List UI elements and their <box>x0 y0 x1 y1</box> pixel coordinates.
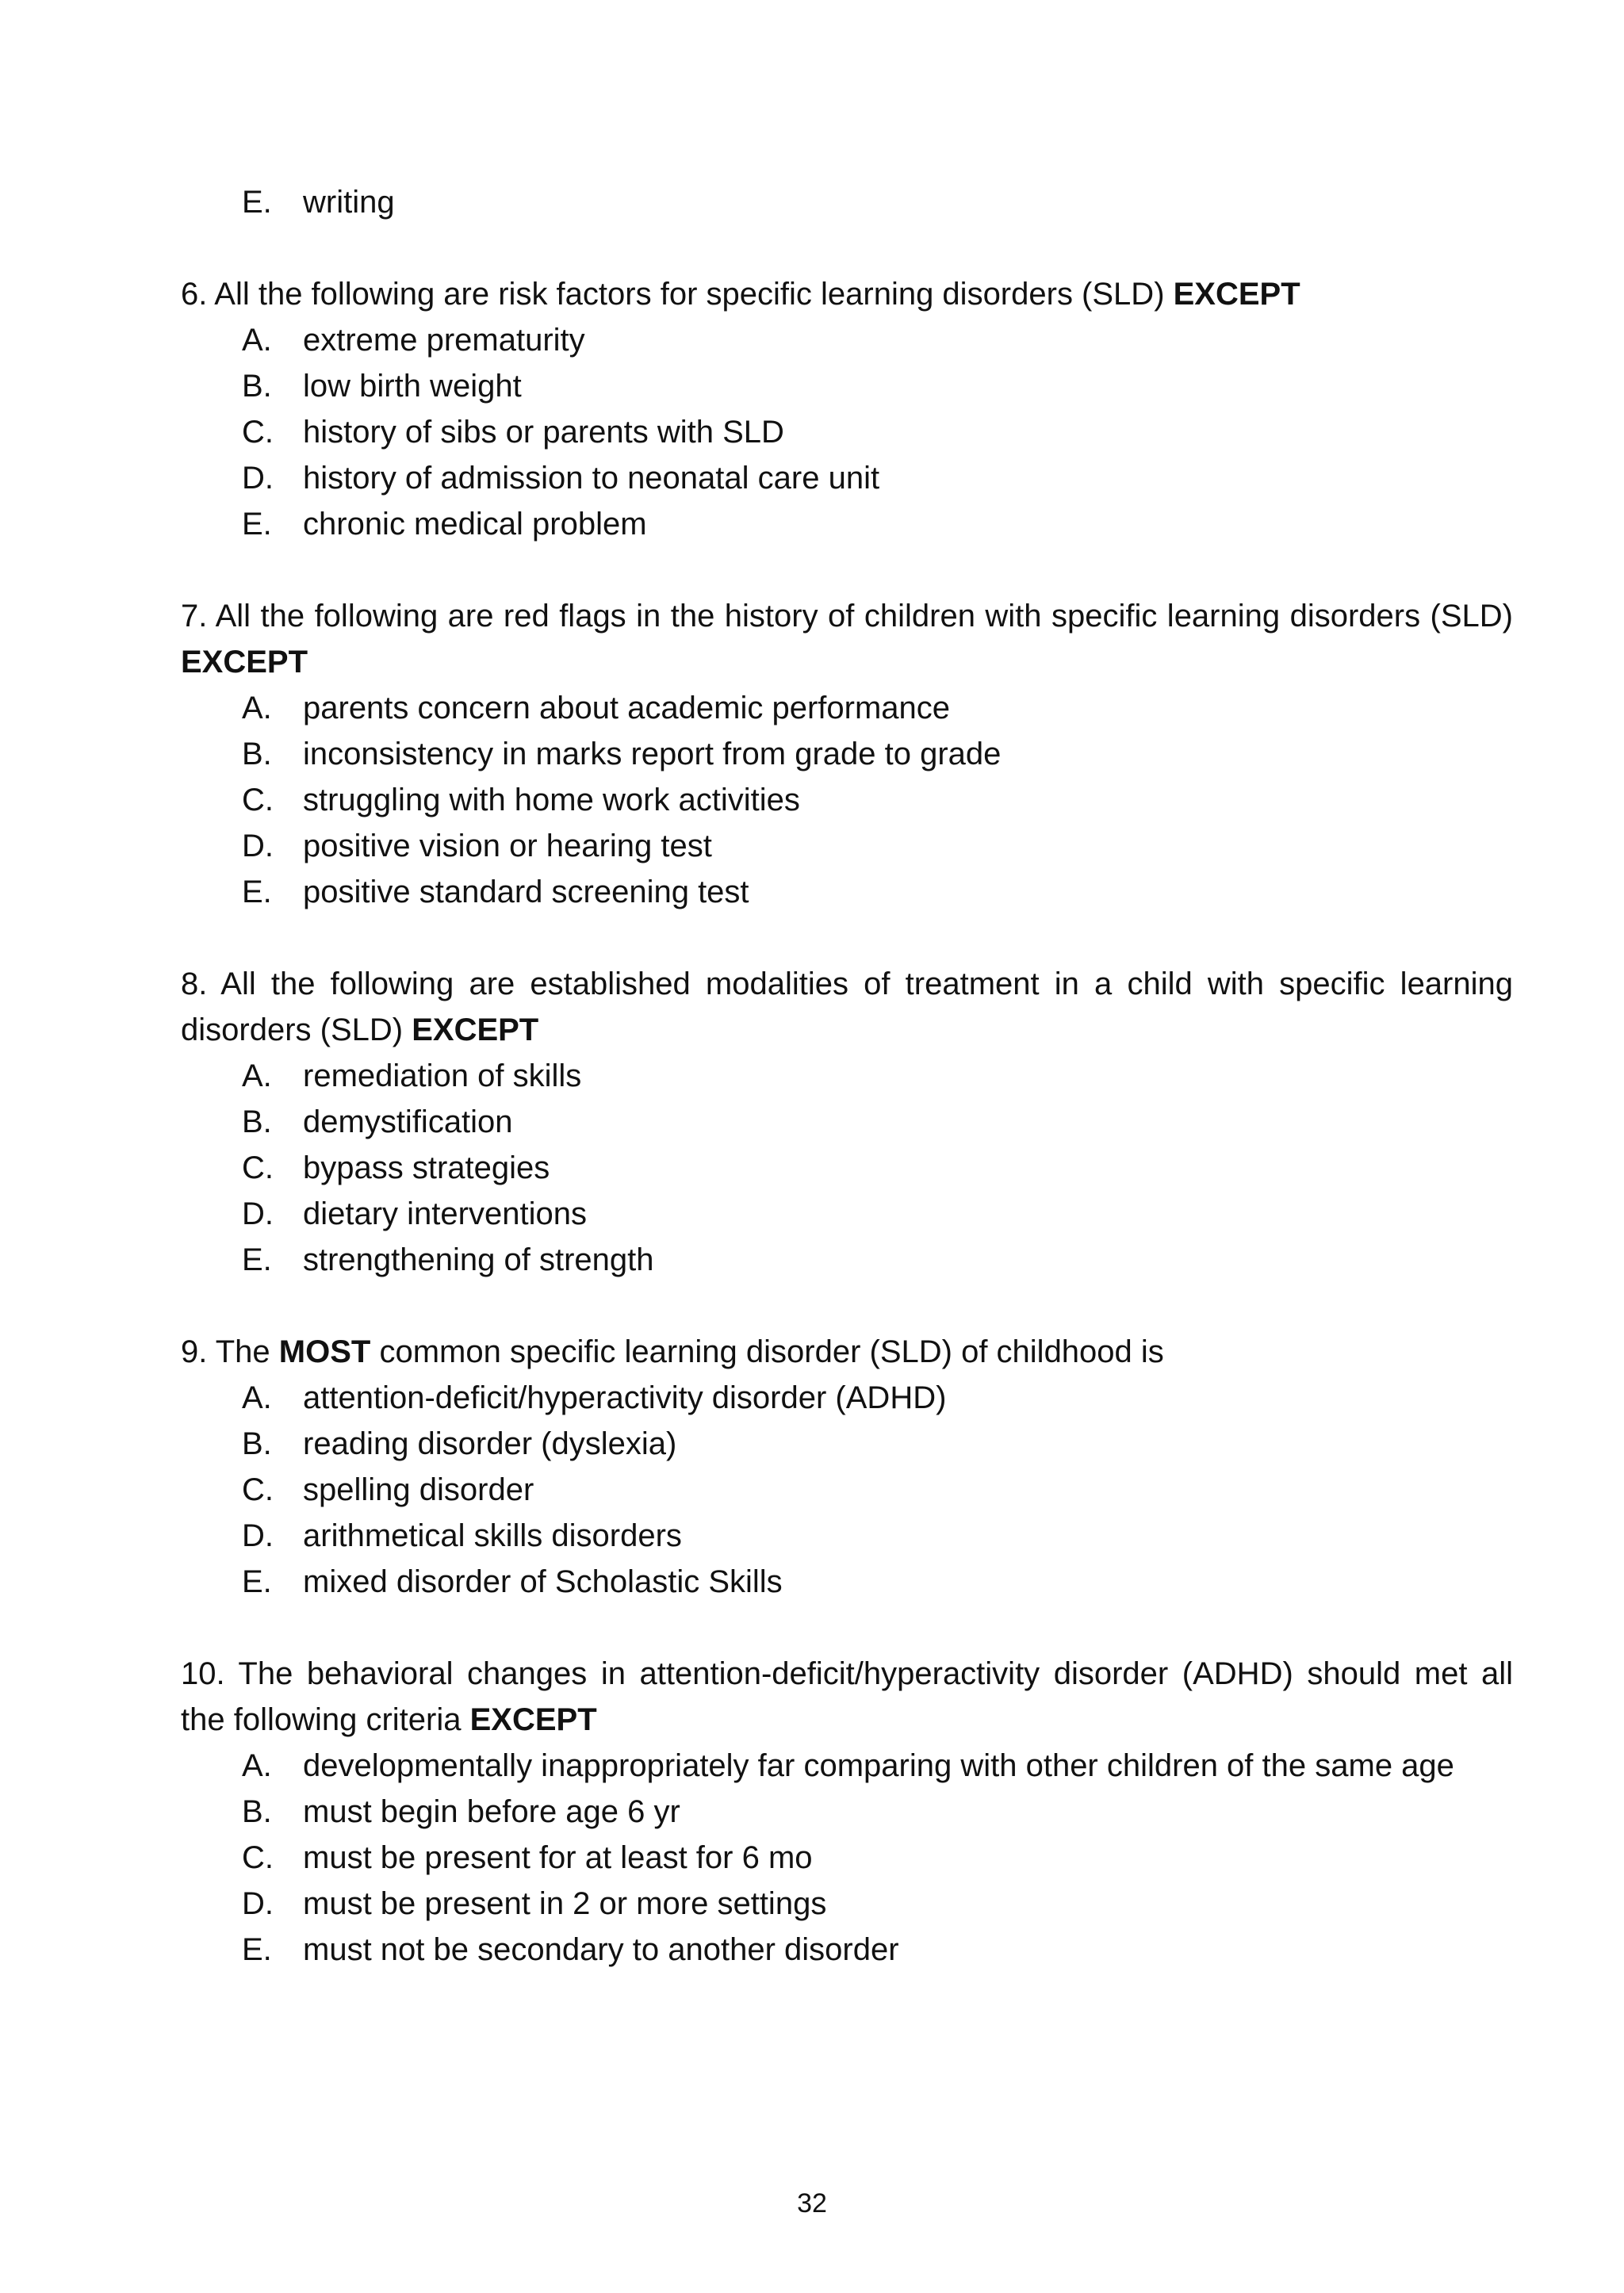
option-letter: C. <box>242 783 274 817</box>
option-letter: D. <box>242 1196 274 1231</box>
option-item <box>181 1881 1513 1927</box>
option-item <box>181 179 1513 225</box>
option-letter: B. <box>242 369 272 404</box>
option-text: must be present for at least for 6 mo <box>303 1840 813 1875</box>
option-letter: D. <box>242 829 274 863</box>
question-7 <box>181 593 1513 915</box>
option-letter: A. <box>242 1058 272 1093</box>
option-letter: D. <box>242 1886 274 1921</box>
option-item <box>181 823 1513 869</box>
option-letter: D. <box>242 1518 274 1553</box>
option-text: demystification <box>303 1104 513 1139</box>
question-9 <box>181 1329 1513 1605</box>
option-item <box>181 501 1513 547</box>
option-text: struggling with home work activities <box>303 783 800 817</box>
option-letter: E. <box>242 1932 272 1967</box>
options-list <box>181 317 1513 547</box>
option-text: bypass strategies <box>303 1150 550 1185</box>
question-stem: 6. All the following are risk factors for specific learning disorders (SLD) EXCEPT <box>181 277 1300 312</box>
option-text: must begin before age 6 yr <box>303 1794 680 1829</box>
question-emphasis: MOST <box>278 1334 371 1369</box>
option-text: writing <box>303 185 395 220</box>
option-text: history of sibs or parents with SLD <box>303 415 784 450</box>
option-letter: B. <box>242 737 272 771</box>
option-letter: C. <box>242 415 274 450</box>
option-item <box>181 1375 1513 1421</box>
option-text: positive standard screening test <box>303 875 749 909</box>
question-stem: 10. The behavioral changes in attention-deficit/hyperactivity disorder (ADHD) should met all the following criteria EXCEPT <box>181 1656 1513 1737</box>
option-item <box>181 1237 1513 1283</box>
option-letter: A. <box>242 323 272 358</box>
options-list <box>181 1743 1513 1973</box>
question-stem: 7. All the following are red flags in the history of children with specific learning disorders (SLD) EXCEPT <box>181 599 1513 679</box>
option-text: extreme prematurity <box>303 323 585 358</box>
option-text: reading disorder (dyslexia) <box>303 1426 677 1461</box>
option-text: positive vision or hearing test <box>303 829 712 863</box>
option-letter: D. <box>242 461 274 496</box>
option-item <box>181 1467 1513 1513</box>
question-stem: 9. The MOST common specific learning disorder (SLD) of childhood is <box>181 1334 1164 1369</box>
option-text: must be present in 2 or more settings <box>303 1886 827 1921</box>
option-text: mixed disorder of Scholastic Skills <box>303 1564 783 1599</box>
option-item <box>181 1559 1513 1605</box>
option-item <box>181 1789 1513 1835</box>
option-text: low birth weight <box>303 369 522 404</box>
options-list <box>181 685 1513 915</box>
options-list <box>181 1375 1513 1605</box>
question-emphasis: EXCEPT <box>412 1013 539 1047</box>
option-item <box>181 1099 1513 1145</box>
option-letter: C. <box>242 1840 274 1875</box>
option-letter: A. <box>242 691 272 725</box>
option-letter: B. <box>242 1104 272 1139</box>
option-text: chronic medical problem <box>303 507 647 542</box>
question-emphasis: EXCEPT <box>181 645 308 679</box>
page-number: 32 <box>797 2188 827 2218</box>
option-letter: B. <box>242 1794 272 1829</box>
question-stem: 8. All the following are established modalities of treatment in a child with specific learning disorders (SLD) EXCEPT <box>181 967 1513 1047</box>
option-text: attention-deficit/hyperactivity disorder (ADHD) <box>303 1380 947 1415</box>
option-item <box>181 685 1513 731</box>
continued-options <box>181 179 1513 225</box>
option-item <box>181 1835 1513 1881</box>
page-content <box>181 179 1513 1973</box>
option-text: developmentally inappropriately far comparing with other children of the same age <box>303 1748 1454 1783</box>
option-letter: B. <box>242 1426 272 1461</box>
option-item <box>181 317 1513 363</box>
question-6 <box>181 271 1513 547</box>
option-text: strengthening of strength <box>303 1242 654 1277</box>
option-letter: E. <box>242 1242 272 1277</box>
option-text: spelling disorder <box>303 1472 534 1507</box>
option-letter: E. <box>242 1564 272 1599</box>
options-list <box>181 1053 1513 1283</box>
option-letter: C. <box>242 1472 274 1507</box>
option-text: remediation of skills <box>303 1058 582 1093</box>
option-item <box>181 1421 1513 1467</box>
option-item <box>181 1927 1513 1973</box>
option-letter: C. <box>242 1150 274 1185</box>
option-item <box>181 455 1513 501</box>
option-item <box>181 1513 1513 1559</box>
option-letter: A. <box>242 1748 272 1783</box>
option-item <box>181 1191 1513 1237</box>
option-text: arithmetical skills disorders <box>303 1518 682 1553</box>
option-text: dietary interventions <box>303 1196 587 1231</box>
option-text: inconsistency in marks report from grade to grade <box>303 737 1002 771</box>
option-letter: E. <box>242 507 272 542</box>
option-item <box>181 1145 1513 1191</box>
option-item <box>181 869 1513 915</box>
option-item <box>181 409 1513 455</box>
option-text: parents concern about academic performance <box>303 691 951 725</box>
option-letter: A. <box>242 1380 272 1415</box>
option-item <box>181 731 1513 777</box>
question-10 <box>181 1651 1513 1973</box>
option-item <box>181 363 1513 409</box>
option-item <box>181 777 1513 823</box>
option-text: history of admission to neonatal care unit <box>303 461 880 496</box>
option-letter: E. <box>242 875 272 909</box>
option-item <box>181 1053 1513 1099</box>
question-emphasis: EXCEPT <box>469 1702 597 1737</box>
option-item <box>181 1743 1513 1789</box>
question-emphasis: EXCEPT <box>1173 277 1300 312</box>
question-8 <box>181 961 1513 1283</box>
option-text: must not be secondary to another disorder <box>303 1932 899 1967</box>
option-letter: E. <box>242 185 272 220</box>
